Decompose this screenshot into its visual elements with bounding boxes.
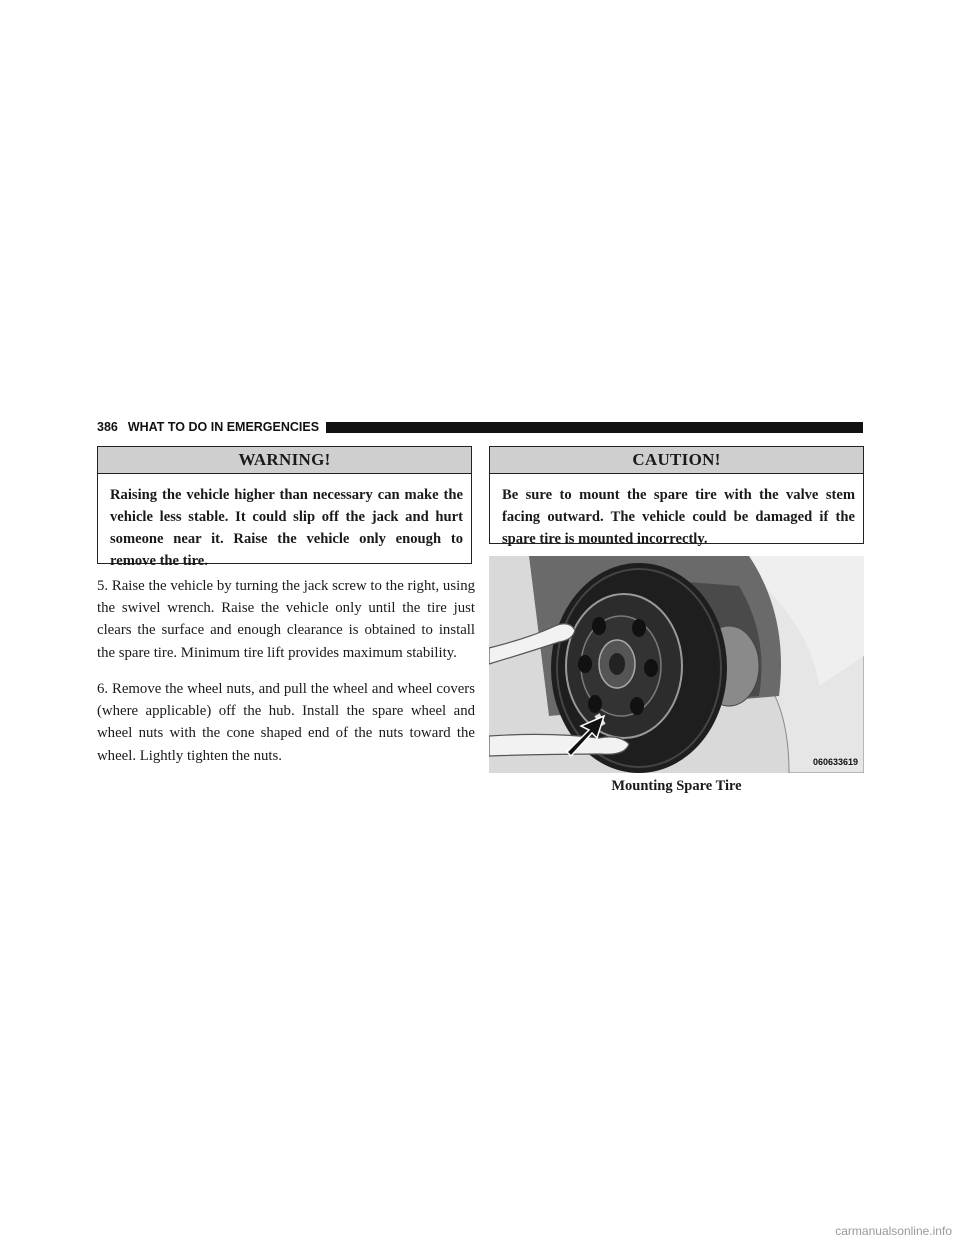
warning-title: WARNING! — [98, 447, 471, 474]
page-number: 386 — [97, 420, 118, 434]
figure-mounting-spare-tire — [489, 556, 864, 773]
section-title: WHAT TO DO IN EMERGENCIES — [127, 420, 320, 434]
spare-tire-illustration — [489, 556, 864, 773]
header-rule — [326, 422, 863, 433]
page-header — [97, 418, 863, 436]
figure-code: 060633619 — [812, 757, 858, 767]
warning-box — [97, 446, 472, 569]
caution-title: CAUTION! — [490, 447, 863, 474]
step-5-paragraph: 5. Raise the vehicle by turning the jack screw to the right, using the swivel wrench. Raise the vehicle only until the tire just clears the surface and enough clearance is obtained to install the spare tire. Minimum tire lift provides maximum stability. — [97, 578, 475, 661]
caution-body: Be sure to mount the spare tire with the valve stem facing outward. The vehicle could be damaged if the spare tire is mounted incorrectly. — [502, 487, 855, 547]
caution-box — [489, 446, 864, 547]
figure-caption: Mounting Spare Tire — [611, 778, 742, 794]
watermark: carmanualsonline.info — [835, 1224, 952, 1238]
warning-body: Raising the vehicle higher than necessary can make the vehicle less stable. It could slip off the jack and hurt someone near it. Raise the vehicle only enough to remove the tire. — [110, 487, 463, 569]
step-6-paragraph: 6. Remove the wheel nuts, and pull the wheel and wheel covers (where applicable) off the hub. Install the spare wheel and wheel nuts with the cone shaped end of the nuts toward the wheel. Lightly tighten the nuts. — [97, 681, 475, 764]
